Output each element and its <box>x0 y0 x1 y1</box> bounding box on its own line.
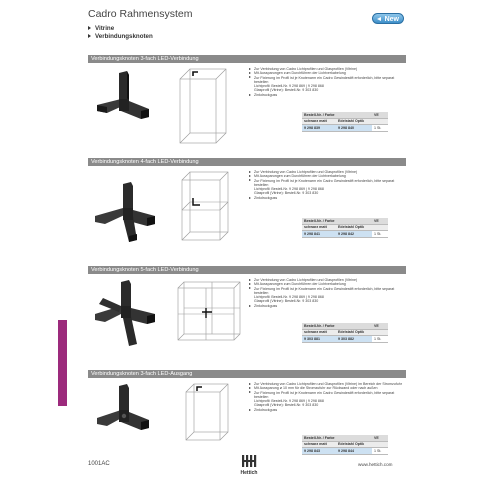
order-header: Bestell-Nr. / Farbe <box>302 112 372 118</box>
page-number: 1001AC <box>88 461 110 467</box>
feature-item: Mit Aussparungen zum Durchführen der Lichtverkabelung <box>248 282 406 286</box>
hettich-logo-icon <box>238 453 262 471</box>
color-steel: Edelstahl Optik <box>336 441 372 448</box>
pack-unit: 1 St. <box>372 336 388 343</box>
feature-item: Zur Verbindung von Cadro Lichtprofilen und Glasprofilen (Vitrine) <box>248 278 406 282</box>
section-3-fach-led-ausgang <box>88 370 406 453</box>
triangle-right-icon <box>249 68 251 70</box>
connector-5-way-image <box>93 280 159 348</box>
feature-list <box>248 170 406 200</box>
triangle-right-icon <box>249 171 251 173</box>
ve-header: VE <box>372 323 388 329</box>
order-table <box>302 218 388 238</box>
triangle-right-icon <box>249 175 251 177</box>
section-5-fach-led-verbindung <box>88 266 406 362</box>
order-number: 9 298 841 <box>302 231 336 238</box>
triangle-right-icon <box>249 387 251 389</box>
ve-header: VE <box>372 112 388 118</box>
feature-list <box>248 382 406 412</box>
section-4-fach-led-verbindung <box>88 158 406 258</box>
section-3-fach-led-verbindung <box>88 55 406 147</box>
triangle-right-icon <box>249 409 251 411</box>
ve-header: VE <box>372 435 388 441</box>
order-number: 9 303 881 <box>302 336 336 343</box>
triangle-right-icon <box>249 283 251 285</box>
feature-item: Zinkdruckguss <box>248 304 406 308</box>
ve-header: VE <box>372 218 388 224</box>
feature-subline: Lichtprofil: Bestell-Nr. 9 298 869 | 9 298 868 <box>254 84 324 89</box>
order-table <box>302 112 388 132</box>
feature-list <box>248 278 406 308</box>
order-table <box>302 323 388 343</box>
frame-diagram <box>180 170 230 242</box>
feature-list <box>248 67 406 97</box>
triangle-right-icon <box>249 94 251 96</box>
feature-item: Zinkdruckguss <box>248 408 406 412</box>
order-table <box>302 435 388 455</box>
feature-item: Mit Aussparungen zum Durchführen der Lichtverkabelung <box>248 71 406 75</box>
arrow-left-icon <box>377 17 381 21</box>
feature-subline: Glasprofil (Vitrine): Bestell-Nr. 9 303 830 <box>254 299 319 304</box>
feature-subline: Lichtprofil: Bestell-Nr. 9 298 869 | 9 298 868 <box>254 187 324 192</box>
feature-item: Zur Verbindung von Cadro Lichtprofilen und Glasprofilen (Vitrine) <box>248 170 406 174</box>
triangle-right-icon <box>249 72 251 74</box>
pack-unit: 1 St. <box>372 448 388 455</box>
order-number: 9 298 839 <box>302 125 336 132</box>
triangle-right-icon <box>249 391 251 393</box>
feature-item: Zur Fixierung im Profil ist je Knotenarm ein Cadro Gewindestift erforderlich, bitte separat bestellen <box>248 391 406 400</box>
triangle-right-icon <box>88 26 91 30</box>
section-title: Verbindungsknoten 3-fach LED-Verbindung <box>88 55 406 63</box>
connector-4-way-image <box>93 182 159 244</box>
color-steel: Edelstahl Optik <box>336 118 372 125</box>
triangle-right-icon <box>249 383 251 385</box>
triangle-right-icon <box>249 279 251 281</box>
breadcrumb-vitrine[interactable] <box>88 25 114 32</box>
feature-item: Zur Verbindung von Cadro Lichtprofilen und Glasprofilen (Vitrine) im Bereich der Stromzufuhr <box>248 382 406 386</box>
feature-subline: Glasprofil (Vitrine): Bestell-Nr. 9 303 830 <box>254 88 319 93</box>
order-number: 9 298 844 <box>336 448 372 455</box>
feature-item: Zur Fixierung im Profil ist je Knotenarm ein Cadro Gewindestift erforderlich, bitte separat bestellen <box>248 179 406 188</box>
frame-diagram <box>176 280 242 342</box>
feature-subline: Glasprofil (Vitrine): Bestell-Nr. 9 303 830 <box>254 403 319 408</box>
connector-led-outlet-image <box>93 382 153 444</box>
breadcrumb-verbindungsknoten[interactable] <box>88 33 153 40</box>
page-title: Cadro Rahmensystem <box>88 8 193 20</box>
breadcrumb-label: Vitrine <box>95 25 115 32</box>
feature-item: Zur Verbindung von Cadro Lichtprofilen und Glasprofilen (Vitrine) <box>248 67 406 71</box>
color-black: schwarz matt <box>302 224 336 231</box>
new-badge <box>372 13 404 24</box>
color-black: schwarz matt <box>302 441 336 448</box>
website-link[interactable]: www.hettich.com <box>358 462 393 467</box>
pack-unit: 1 St. <box>372 231 388 238</box>
new-badge-label: New <box>384 16 399 23</box>
triangle-right-icon <box>249 287 251 289</box>
feature-subline: Lichtprofil: Bestell-Nr. 9 298 869 | 9 298 868 <box>254 399 324 404</box>
section-title: Verbindungsknoten 4-fach LED-Verbindung <box>88 158 406 166</box>
frame-diagram <box>184 382 230 442</box>
section-title: Verbindungsknoten 3-fach LED-Ausgang <box>88 370 406 378</box>
section-title: Verbindungsknoten 5-fach LED-Verbindung <box>88 266 406 274</box>
chapter-tab <box>58 320 67 406</box>
feature-subline: Lichtprofil: Bestell-Nr. 9 298 869 | 9 298 868 <box>254 295 324 300</box>
feature-item: Zinkdruckguss <box>248 196 406 200</box>
color-steel: Edelstahl Optik <box>336 329 372 336</box>
order-header: Bestell-Nr. / Farbe <box>302 435 372 441</box>
triangle-right-icon <box>249 76 251 78</box>
order-number: 9 298 840 <box>336 125 372 132</box>
triangle-right-icon <box>249 179 251 181</box>
feature-item: Zinkdruckguss <box>248 93 406 97</box>
feature-item: Mit Aussparungen zum Durchführen der Lichtverkabelung <box>248 174 406 178</box>
order-header: Bestell-Nr. / Farbe <box>302 218 372 224</box>
logo-wordmark: Hettich <box>240 470 258 476</box>
frame-diagram <box>178 67 228 145</box>
connector-3-way-image <box>93 67 155 137</box>
color-steel: Edelstahl Optik <box>336 224 372 231</box>
order-number: 9 303 882 <box>336 336 372 343</box>
feature-subline: Glasprofil (Vitrine): Bestell-Nr. 9 303 830 <box>254 191 319 196</box>
feature-item: Zur Fixierung im Profil ist je Knotenarm ein Cadro Gewindestift erforderlich, bitte separat bestellen <box>248 287 406 296</box>
triangle-right-icon <box>88 34 91 38</box>
color-black: schwarz matt <box>302 329 336 336</box>
feature-item: Zur Fixierung im Profil ist je Knotenarm ein Cadro Gewindestift erforderlich, bitte separat bestellen <box>248 76 406 85</box>
pack-unit: 1 St. <box>372 125 388 132</box>
order-number: 9 298 843 <box>302 448 336 455</box>
triangle-right-icon <box>249 305 251 307</box>
color-black: schwarz matt <box>302 118 336 125</box>
order-header: Bestell-Nr. / Farbe <box>302 323 372 329</box>
order-number: 9 298 842 <box>336 231 372 238</box>
triangle-right-icon <box>249 197 251 199</box>
feature-item: Mit Aussparung ø 10 mm für die Stromzufuhr zur Rückwand oder nach außen <box>248 386 406 390</box>
breadcrumb-label: Verbindungsknoten <box>95 33 153 40</box>
